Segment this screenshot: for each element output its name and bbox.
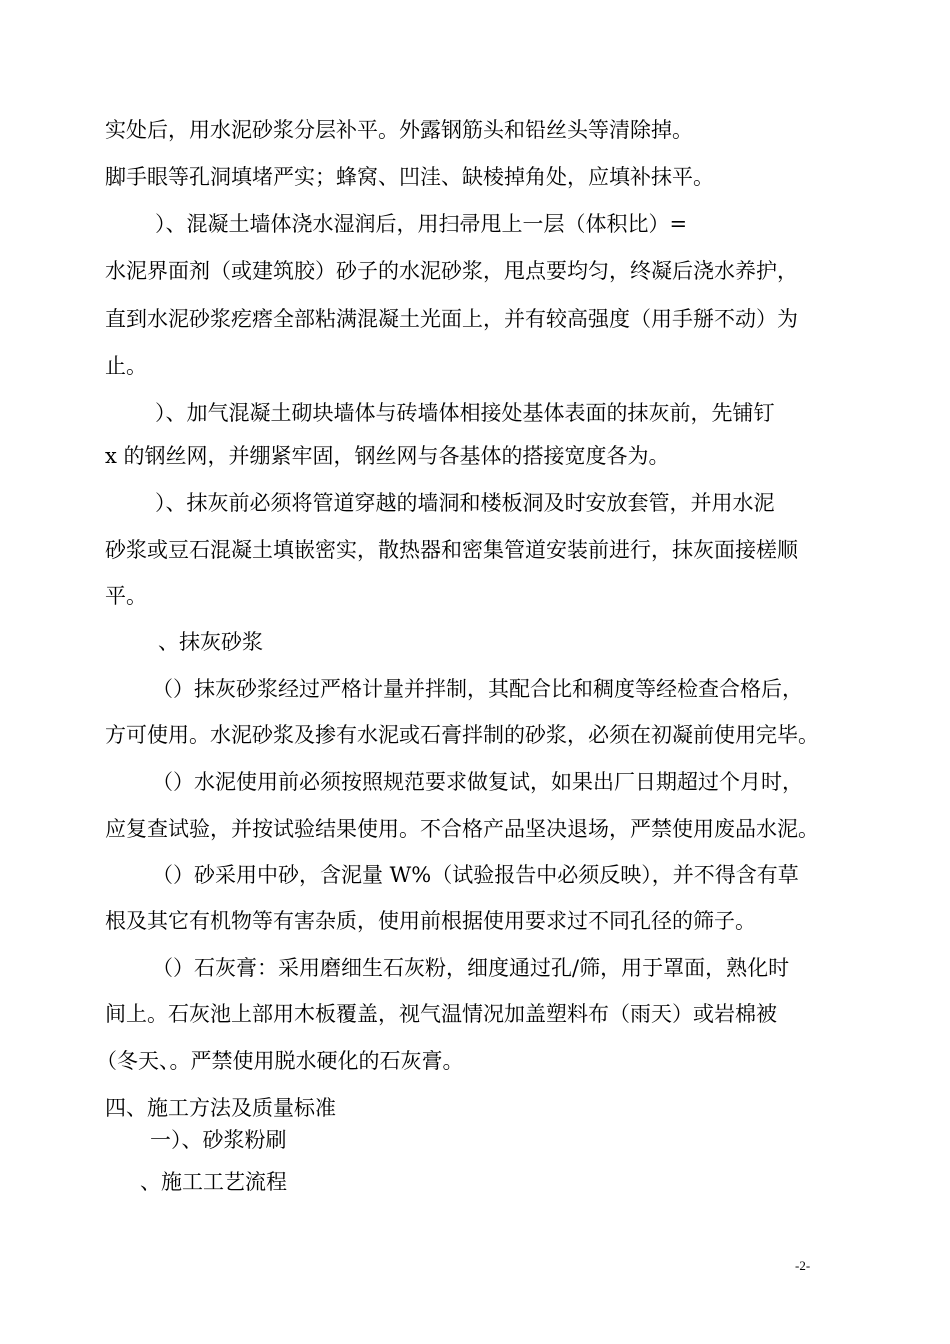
text-line: 平。 <box>105 584 147 608</box>
text-line: ）、抹灰前必须将管道穿越的墙洞和楼板洞及时安放套管，并用水泥 <box>155 491 775 515</box>
text-line: 实处后，用水泥砂浆分层补平。外露钢筋头和铅丝头等清除掉。 <box>105 118 693 142</box>
section-heading: 、抹灰砂浆 <box>158 630 263 654</box>
text-line: 脚手眼等孔洞填堵严实；蜂窝、凹洼、缺棱掉角处，应填补抹平。 <box>105 165 714 189</box>
page-number: -2- <box>795 1258 811 1273</box>
text-line: 止。 <box>105 354 147 378</box>
text-line: ）、混凝土墙体浇水湿润后，用扫帚甩上一层（体积比）= <box>155 212 688 236</box>
text-line: 间上。石灰池上部用木板覆盖，视气温情况加盖塑料布（雨天）或岩棉被 <box>105 1002 777 1026</box>
text-line: 根及其它有机物等有害杂质，使用前根据使用要求过不同孔径的筛子。 <box>105 909 756 933</box>
text-line: （）抹灰砂浆经过严格计量并拌制，其配合比和稠度等经检查合格后， <box>152 677 803 701</box>
text-line: 应复查试验，并按试验结果使用。不合格产品坚决退场，严禁使用废品水泥。 <box>105 817 819 841</box>
text-line: ）、加气混凝土砌块墙体与砖墙体相接处基体表面的抹灰前，先铺钉 <box>155 401 775 425</box>
subsection-heading: 、施工工艺流程 <box>140 1170 287 1194</box>
subsection-heading: 一）、砂浆粉刷 <box>150 1128 287 1152</box>
text-line: （）石灰膏：采用磨细生石灰粉，细度通过孔/筛，用于罩面，熟化时 <box>152 956 790 980</box>
text-line: （）砂采用中砂，含泥量 W%（试验报告中必须反映），并不得含有草 <box>152 863 799 887</box>
text-line: 直到水泥砂浆疙瘩全部粘满混凝土光面上，并有较高强度（用手掰不动）为 <box>105 307 798 331</box>
text-line: （）水泥使用前必须按照规范要求做复试，如果出厂日期超过个月时， <box>152 770 803 794</box>
section-heading: 四、施工方法及质量标准 <box>105 1096 336 1120</box>
text-line: （冬天、。严禁使用脱水硬化的石灰膏。 <box>96 1049 464 1073</box>
text-line: 砂浆或豆石混凝土填嵌密实，散热器和密集管道安装前进行，抹灰面接槎顺 <box>105 538 798 562</box>
text-line: 方可使用。水泥砂浆及掺有水泥或石膏拌制的砂浆，必须在初凝前使用完毕。 <box>105 723 819 747</box>
text-line: x 的钢丝网，并绷紧牢固，钢丝网与各基体的搭接宽度各为。 <box>105 444 670 468</box>
text-line: 水泥界面剂（或建筑胶）砂子的水泥砂浆，甩点要均匀，终凝后浇水养护， <box>105 259 798 283</box>
